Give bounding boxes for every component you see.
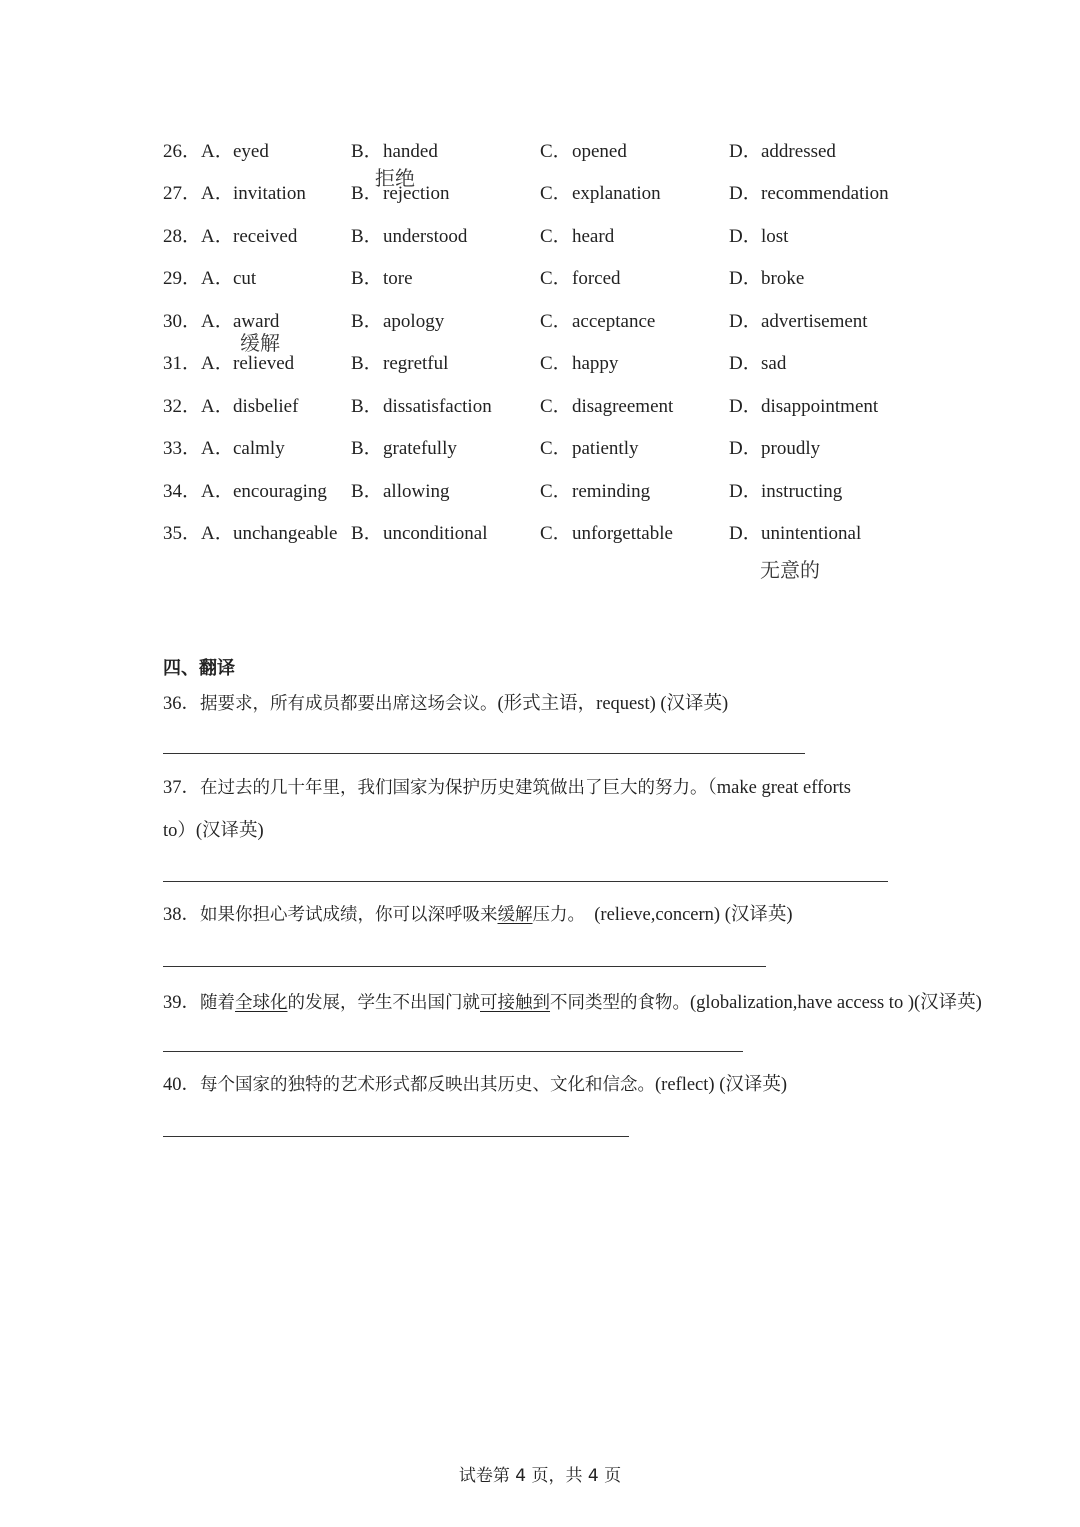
question-number: 27． (163, 183, 202, 204)
question-number: 35． (163, 523, 202, 544)
option-c: C．forced (540, 268, 621, 289)
option-a: A．cut (201, 268, 257, 289)
question-number: 26． (163, 141, 202, 162)
section-title: 四、翻译 (163, 658, 235, 679)
option-b: B．unconditional (351, 523, 488, 544)
option-c: C．explanation (540, 183, 661, 204)
option-d: D．recommendation (729, 183, 889, 204)
option-d: D．advertisement (729, 311, 868, 332)
option-c: C．unforgettable (540, 523, 673, 544)
question-38: 38．如果你担心考试成绩，你可以深呼吸来缓解压力。 (relieve,concern) (汉译英) (163, 905, 793, 925)
option-b: B．dissatisfaction (351, 396, 492, 417)
option-a: A．invitation (201, 183, 306, 204)
option-a: A．unchangeable (201, 523, 338, 544)
question-number: 33． (163, 438, 202, 459)
question-40: 40．每个国家的独特的艺术形式都反映出其历史、文化和信念。(reflect) (汉译英) (163, 1075, 788, 1095)
option-d: D．lost (729, 226, 789, 247)
option-b: B．rejection (351, 183, 450, 204)
option-a: A．received (201, 226, 298, 247)
option-b: B．gratefully (351, 438, 457, 459)
question-number: 31． (163, 353, 202, 374)
option-c: C．patiently (540, 438, 639, 459)
option-a: A．disbelief (201, 396, 299, 417)
question-number: 34． (163, 481, 202, 502)
option-d: D．unintentional (729, 523, 862, 544)
option-c: C．reminding (540, 481, 651, 502)
option-c: C．disagreement (540, 396, 674, 417)
option-c: C．opened (540, 141, 627, 162)
option-d: D．instructing (729, 481, 843, 502)
option-c: C．acceptance (540, 311, 656, 332)
question-number: 30． (163, 311, 202, 332)
option-a: A．calmly (201, 438, 285, 459)
option-a: A．encouraging (201, 481, 327, 502)
answer-line-38[interactable] (163, 966, 766, 967)
page-footer: 试卷第 4 页，共 4 页 (458, 1466, 622, 1486)
question-37-continued: to）(汉译英) (163, 821, 264, 841)
answer-line-40[interactable] (163, 1136, 629, 1137)
answer-line-39[interactable] (163, 1051, 743, 1052)
option-b: B．regretful (351, 353, 449, 374)
option-b: B．allowing (351, 481, 450, 502)
option-b: B．tore (351, 268, 413, 289)
answer-line-37[interactable] (163, 881, 888, 882)
question-36: 36．据要求，所有成员都要出席这场会议。(形式主语，request) (汉译英) (163, 694, 729, 714)
option-d: D．addressed (729, 141, 836, 162)
question-number: 29． (163, 268, 202, 289)
option-d: D．disappointment (729, 396, 879, 417)
handwritten-note-relieved: 缓解 (240, 331, 280, 355)
option-d: D．proudly (729, 438, 821, 459)
option-b: B．understood (351, 226, 468, 247)
handwritten-note-unintentional: 无意的 (760, 558, 820, 582)
option-a: A．relieved (201, 353, 295, 374)
option-d: D．broke (729, 268, 805, 289)
question-39: 39．随着全球化的发展，学生不出国门就可接触到不同类型的食物。(globalization,have access to )(汉译英) (163, 993, 982, 1013)
question-number: 28． (163, 226, 202, 247)
handwritten-note-rejection: 拒绝 (375, 166, 415, 190)
option-a: A．eyed (201, 141, 269, 162)
question-37: 37．在过去的几十年里，我们国家为保护历史建筑做出了巨大的努力。（make great efforts (163, 778, 851, 798)
question-number: 32． (163, 396, 202, 417)
option-d: D．sad (729, 353, 787, 374)
option-b: B．handed (351, 141, 438, 162)
option-a: A．award (201, 311, 280, 332)
answer-line-36[interactable] (163, 753, 805, 754)
option-c: C．heard (540, 226, 615, 247)
option-b: B．apology (351, 311, 445, 332)
option-c: C．happy (540, 353, 619, 374)
